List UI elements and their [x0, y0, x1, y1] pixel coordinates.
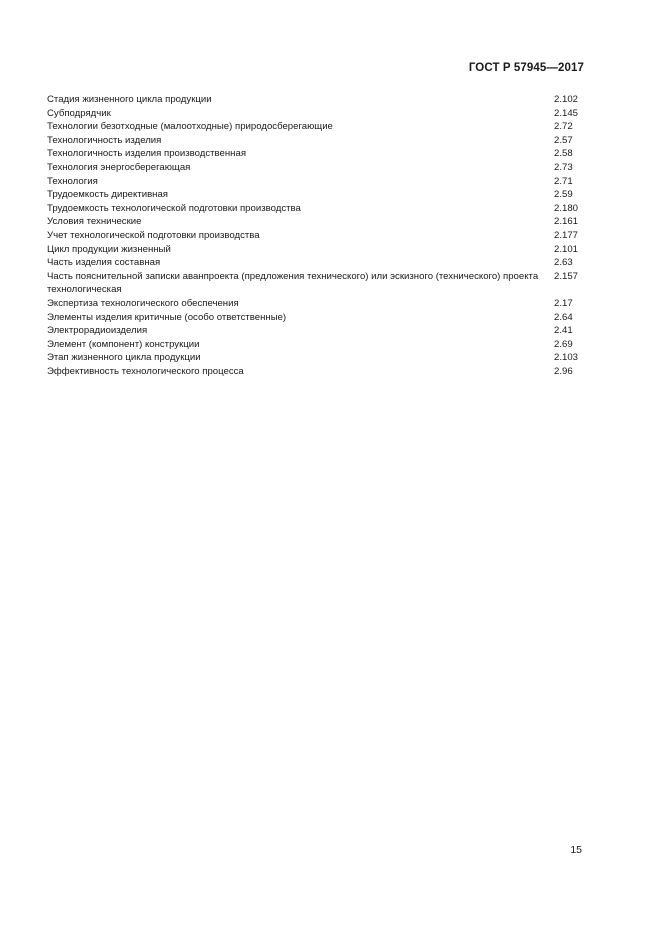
index-ref: 2.103 [554, 352, 579, 364]
index-ref: 2.72 [554, 121, 573, 133]
index-ref: 2.59 [554, 189, 573, 201]
list-item [47, 324, 582, 338]
index-term: Технологии безотходные (малоотходные) природосберегающие [47, 121, 333, 133]
list-item [47, 202, 582, 216]
list-item [47, 270, 582, 297]
list-item [47, 107, 582, 121]
index-ref: 2.157 [554, 270, 579, 282]
index-ref: 2.41 [554, 325, 573, 337]
index-term: Элемент (компонент) конструкции [47, 338, 200, 350]
index-term: Экспертиза технологического обеспечения [47, 297, 239, 309]
index-term: Цикл продукции жизненный [47, 243, 171, 255]
page-number: 15 [570, 844, 582, 856]
index-term: Часть пояснительной записки аванпроекта (предложения технического) или эскизного (технического) проекта технологическая [47, 270, 539, 296]
list-item [47, 351, 582, 365]
index-term: Технологичность изделия [47, 134, 162, 146]
index-term: Элементы изделия критичные (особо ответственные) [47, 311, 287, 323]
list-item [47, 147, 582, 161]
index-ref: 2.58 [554, 148, 573, 160]
list-item [47, 297, 582, 311]
list-item [47, 120, 582, 134]
index-ref: 2.177 [554, 229, 579, 241]
index-term: Технология энергосберегающая [47, 161, 191, 173]
index-ref: 2.63 [554, 257, 573, 269]
index-ref: 2.161 [554, 216, 579, 228]
index-term: Трудоемкость директивная [47, 189, 168, 201]
index-ref: 2.73 [554, 161, 573, 173]
index-term: Электрорадиоизделия [47, 325, 148, 337]
index-term: Учет технологической подготовки производства [47, 229, 260, 241]
index-ref: 2.180 [554, 202, 579, 214]
index-term: Субподрядчик [47, 107, 111, 119]
index-ref: 2.71 [554, 175, 573, 187]
list-item [47, 243, 582, 257]
list-item [47, 188, 582, 202]
list-item [47, 229, 582, 243]
index-ref: 2.96 [554, 365, 573, 377]
list-item [47, 338, 582, 352]
document-code-header: ГОСТ Р 57945—2017 [468, 62, 584, 74]
index-ref: 2.101 [554, 243, 579, 255]
index-term: Технология [47, 175, 98, 187]
index-ref: 2.17 [554, 297, 573, 309]
index-term: Стадия жизненного цикла продукции [47, 94, 212, 105]
list-item [47, 134, 582, 148]
term-index-list [47, 93, 582, 378]
index-term: Трудоемкость технологической подготовки производства [47, 202, 301, 214]
index-term: Этап жизненного цикла продукции [47, 352, 201, 364]
list-item [47, 93, 582, 107]
index-term: Эффективность технологического процесса [47, 365, 244, 377]
list-item [47, 175, 582, 189]
index-term: Часть изделия составная [47, 257, 161, 269]
list-item [47, 256, 582, 270]
index-term: Технологичность изделия производственная [47, 148, 247, 160]
list-item [47, 311, 582, 325]
index-ref: 2.102 [554, 94, 579, 105]
index-ref: 2.57 [554, 134, 573, 146]
index-ref: 2.145 [554, 107, 579, 119]
list-item [47, 161, 582, 175]
index-ref: 2.69 [554, 338, 573, 350]
index-term: Условия технические [47, 216, 142, 228]
index-ref: 2.64 [554, 311, 573, 323]
list-item [47, 215, 582, 229]
list-item [47, 365, 582, 379]
